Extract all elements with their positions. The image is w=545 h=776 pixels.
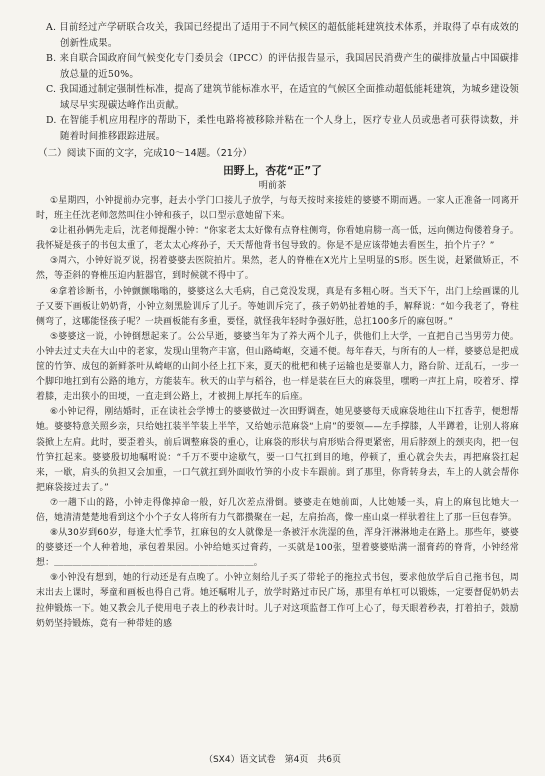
paragraph-1: ①星期四，小钟提前办完事，赶去小学门口接儿子放学，与每天按时来接娃的婆婆不期而遇。一家人正准备一同离开时，班主任沈老师忽然叫住小钟和孩子，以口型示意她留下来。	[36, 196, 519, 222]
story-body	[36, 194, 519, 632]
paragraph-9: ⑨小钟没有想到，她的行动还是有点晚了。小钟立刻给儿子买了带轮子的拖拉式书包，要求他放学后自己拖书包，周末出去上课时，琴童和画板也得自己背。她还嘱咐儿子，放学时路过市民广场，那里有单杠可以锻炼，一定要督促奶奶去拉伸锻炼一下。她又教会儿子使用电子表上的秒表计时。儿子对这项监督工作可上心了，每天眼着秒表，打着拍子，鼓励奶奶坚持锻炼，竟有一种带娃的感	[36, 573, 519, 629]
page-footer: （SX4）语文试卷 第4页 共6页	[203, 755, 342, 765]
paragraph-3: ③周六，小钟好说歹说，拐着婆婆去医院拍片。果然，老人的脊椎在X光片上呈明显的S形。医生说，赶紧做矫正，不然，等歪斜的脊椎压迫内脏器官，到时候就不得中了。	[36, 256, 519, 282]
option-b: B. 来自联合国政府间气候变化专门委员会（IPCC）的评估报告显示，我国居民消费产生的碳排放量占中国碳排放总量的近50%。	[46, 53, 519, 80]
paragraph-5: ⑤婆婆这一说，小钟倒想起来了。公公早逝，婆婆当年为了养大两个儿子，供他们上大学，一直把自己当男劳力使。小钟去过丈夫在大山中的老家，发现山里物产丰富，但山路崎岖，交通不便。每年春天，与所有的人一样，婆婆总是把成筐的竹笋、成包的新鲜茶叶从崎岖的山间小径上扛下来，夏天的枇杷和桃子运输也是要靠人力，路台阶、迂乱石，一步一个脚印地扛到有公路的地方，方能装车。秋天的山芋与稻谷，也一样是装在巨大的麻袋里，嘿哟一声扛上肩，咬着牙、撑着膝，走出狭小的田埂，一直走到公路上，才被拥上厚托车的后座。	[36, 331, 519, 403]
option-a: A. 目前经过产学研联合攻关，我国已经提出了适用于不同气候区的超低能耗建筑技术体系，并取得了卓有成效的创新性成果。	[46, 22, 519, 49]
story-author: 明前茶	[258, 180, 287, 191]
answer-options	[46, 20, 519, 144]
option-d: D. 在智能手机应用程序的帮助下，柔性电路将被移除并粘在一个人身上，医疗专业人员或患者可获得读数，并随着时间推移跟踪进展。	[46, 115, 519, 142]
section-heading: （二）阅读下面的文字，完成10～14题。（21分）	[38, 148, 253, 159]
paragraph-7: ⑦一趟下山的路，小钟走得像掉命一般，好几次差点滑倒。婆婆走在她前面，人比她矮一头，肩上的麻包比她大一倍，她清清楚楚地看到这个小个子女人将所有力气都攒聚在一起，左肩抬高，像一座山桌一样驮着往上了那一巨包春笋。	[36, 497, 519, 523]
paragraph-6: ⑥小钟记得，刚结婚时，正在读社会学博士的婆婆做过一次田野调查，她见婆婆每天成麻袋地往山下扛香芋，便想帮她。婆婆特意关照乡亲，只给她扛装半竿装上半竿，又给她示范麻袋“上肩”的要领——左手撑膝，人半蹲着，让别人将麻袋掀上左肩。此时，要歪着头，前后调整麻袋的重心，让麻袋的形状与肩形贴合得更紧密，用后脖颈上的颈夹肉，把一包竹笋扛起来。婆婆殷切地嘱咐说：“千万不要中途歇气，要一口气扛到目的地，停顿了，重心就会失去，再把麻袋扛起来，一歇，肩头的负担又会加重，一口气就扛到外面收竹笋的小皮卡车跟前。到了那里，你背转身去，车上的人就会帮你把麻袋接过去了。”	[36, 407, 519, 493]
paragraph-4: ④拿着诊断书，小钟颤颤嗡嗡的，婆婆这么大毛病，自己竟没发现，真是有多粗心呀。当天下午，出门上绘画课的儿子又要下画板让奶奶背，小钟立刻黑脸训斥了儿子。等她训斥完了，孩子奶奶扯着她的手，解释说：“如今我老了，脊柱侧弯了，这哪能怪孩子呢？一块画板能有多重，要怪，就怪我年轻时争强好胜，总扛100多斤的麻包呀。”	[36, 286, 519, 327]
paragraph-8: ⑧从30岁到60岁，每逢大忙季节，扛麻包的女人就像是一条被汗水洗湿的鱼，浑身汗淋淋地走在路上。那些年，婆婆的婆婆还一个人种着地，承包着果园。小钟给她买过膏药，一买就是100张，望着婆婆贴满一溜膏药的脊背，小钟经常想：＿＿＿＿＿＿＿＿＿＿＿＿＿＿＿＿＿＿＿＿＿＿。	[36, 528, 519, 569]
paragraph-2: ②让祖孙俩先走后，沈老师提醒小钟：“你家老太太好像有点脊柱侧弯，你看她肩膀一高一低，远向侧边佝偻着身子。我怀疑是孩子的书包太重了，老太太心疼孙子，天天帮他背书包导致的。你是不是应该带她去看医生，拍个片子？”	[36, 226, 519, 252]
story-title: 田野上，杏花“正”了	[223, 165, 322, 177]
option-c: C. 我国通过制定强制性标准，提高了建筑节能标准水平，在适宜的气候区全面推动超低能耗建筑，为城乡建设领域尽早实现碳达峰作出贡献。	[46, 84, 520, 111]
